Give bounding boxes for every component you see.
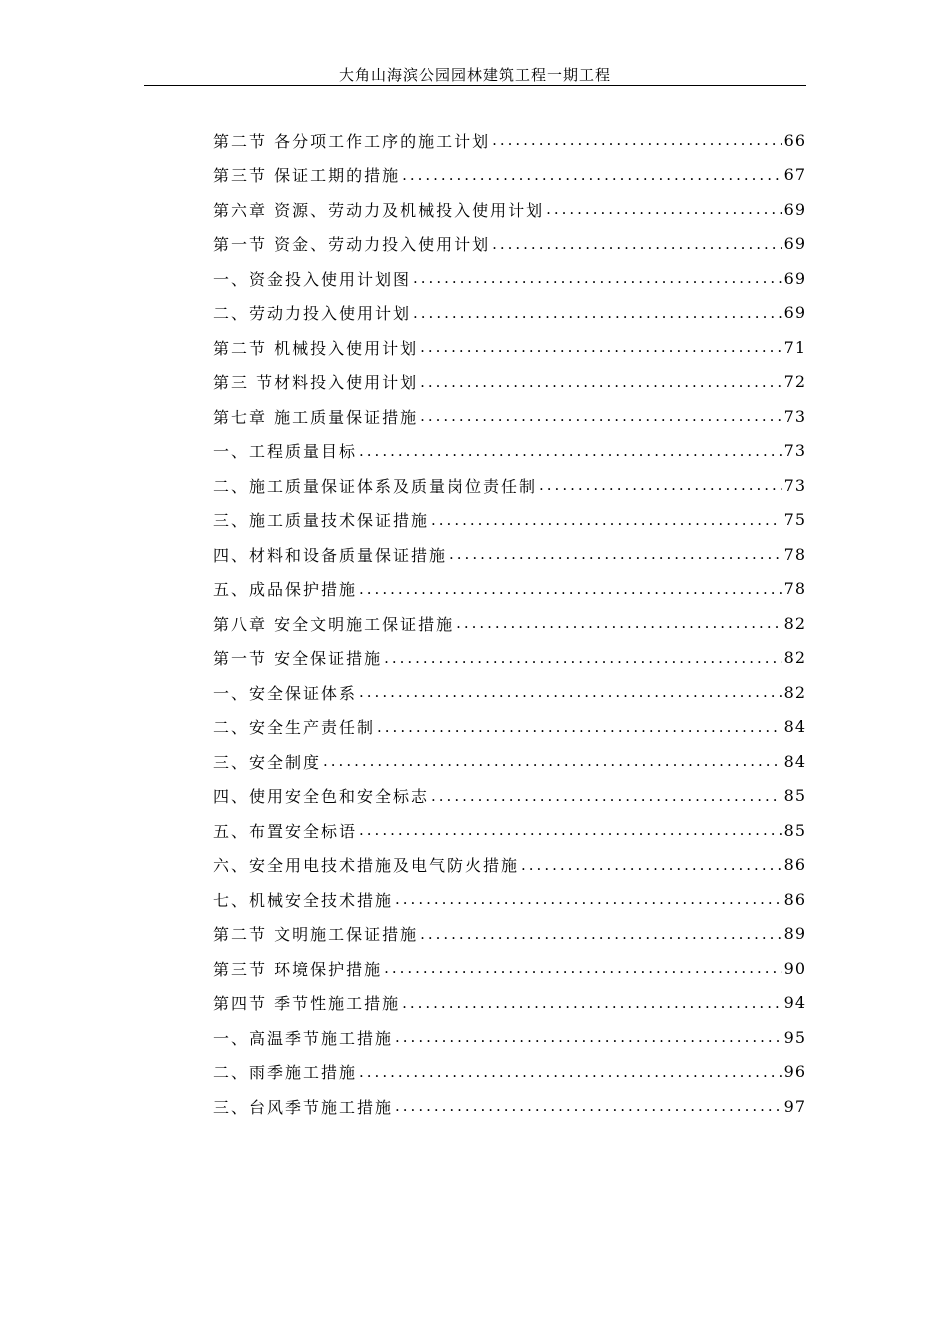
toc-dot-leader	[431, 787, 782, 805]
toc-entry[interactable]	[213, 468, 806, 503]
toc-dot-leader	[323, 752, 782, 770]
toc-entry-page-number: 78	[783, 579, 806, 599]
toc-dot-leader	[402, 994, 782, 1012]
toc-entry[interactable]	[213, 537, 806, 572]
toc-dot-leader	[420, 407, 782, 425]
toc-dot-leader	[359, 442, 782, 460]
toc-entry-page-number: 95	[783, 1027, 806, 1047]
toc-dot-leader	[377, 718, 782, 736]
toc-entry-label: 三、施工质量技术保证措施	[213, 511, 430, 531]
toc-entry[interactable]	[213, 572, 806, 607]
toc-entry-label: 一、工程质量目标	[213, 442, 358, 462]
toc-entry-page-number: 73	[783, 441, 806, 461]
toc-entry-label: 第一节 安全保证措施	[213, 649, 383, 669]
toc-entry[interactable]	[213, 434, 806, 469]
toc-entry-label: 第八章 安全文明施工保证措施	[213, 614, 455, 634]
toc-entry[interactable]	[213, 365, 806, 400]
toc-entry-label: 第七章 施工质量保证措施	[213, 407, 419, 427]
toc-entry-label: 五、布置安全标语	[213, 821, 358, 841]
toc-entry-page-number: 78	[783, 544, 806, 564]
header-divider	[144, 85, 806, 86]
toc-dot-leader	[521, 856, 782, 874]
toc-dot-leader	[395, 1097, 782, 1115]
toc-entry-page-number: 75	[783, 510, 806, 530]
toc-dot-leader	[359, 683, 782, 701]
toc-entry-label: 第三 节材料投入使用计划	[213, 373, 419, 393]
toc-entry-page-number: 96	[783, 1062, 806, 1082]
toc-entry-page-number: 69	[783, 303, 806, 323]
toc-entry-label: 二、施工质量保证体系及质量岗位责任制	[213, 476, 538, 496]
toc-dot-leader	[539, 476, 782, 494]
toc-dot-leader	[359, 821, 782, 839]
toc-entry[interactable]	[213, 123, 806, 158]
toc-dot-leader	[384, 959, 782, 977]
toc-entry-page-number: 82	[783, 613, 806, 633]
toc-entry[interactable]	[213, 813, 806, 848]
toc-entry-page-number: 73	[783, 406, 806, 426]
toc-entry[interactable]	[213, 917, 806, 952]
toc-entry[interactable]	[213, 1055, 806, 1090]
toc-entry-page-number: 82	[783, 648, 806, 668]
toc-entry[interactable]	[213, 227, 806, 262]
toc-dot-leader	[456, 614, 782, 632]
toc-entry[interactable]	[213, 951, 806, 986]
toc-entry[interactable]	[213, 330, 806, 365]
toc-entry-page-number: 86	[783, 855, 806, 875]
toc-dot-leader	[420, 925, 782, 943]
toc-entry-label: 二、安全生产责任制	[213, 718, 376, 738]
toc-entry[interactable]	[213, 1089, 806, 1124]
toc-entry[interactable]	[213, 882, 806, 917]
toc-entry[interactable]	[213, 296, 806, 331]
toc-entry-label: 三、台风季节施工措施	[213, 1097, 394, 1117]
table-of-contents	[213, 123, 806, 1124]
toc-dot-leader	[395, 1028, 782, 1046]
toc-entry-label: 第三节 保证工期的措施	[213, 166, 401, 186]
toc-entry-label: 第三节 环境保护措施	[213, 959, 383, 979]
toc-entry[interactable]	[213, 986, 806, 1021]
toc-entry-label: 五、成品保护措施	[213, 580, 358, 600]
toc-entry-label: 一、资金投入使用计划图	[213, 269, 412, 289]
toc-entry-page-number: 84	[783, 717, 806, 737]
toc-entry-label: 第四节 季节性施工措施	[213, 994, 401, 1014]
toc-entry[interactable]	[213, 606, 806, 641]
toc-entry[interactable]	[213, 641, 806, 676]
toc-dot-leader	[395, 890, 782, 908]
toc-entry-label: 第二节 各分项工作工序的施工计划	[213, 131, 491, 151]
toc-entry-label: 第一节 资金、劳动力投入使用计划	[213, 235, 491, 255]
toc-entry-page-number: 69	[783, 268, 806, 288]
toc-entry[interactable]	[213, 261, 806, 296]
toc-entry-label: 六、安全用电技术措施及电气防火措施	[213, 856, 520, 876]
toc-dot-leader	[420, 373, 782, 391]
toc-entry-page-number: 85	[783, 786, 806, 806]
toc-entry-page-number: 89	[783, 924, 806, 944]
toc-entry-page-number: 97	[783, 1096, 806, 1116]
toc-entry-label: 第二节 文明施工保证措施	[213, 925, 419, 945]
toc-dot-leader	[420, 338, 782, 356]
toc-entry[interactable]	[213, 158, 806, 193]
toc-entry-label: 第二节 机械投入使用计划	[213, 338, 419, 358]
toc-dot-leader	[449, 545, 782, 563]
toc-entry[interactable]	[213, 779, 806, 814]
toc-dot-leader	[492, 131, 782, 149]
toc-entry[interactable]	[213, 192, 806, 227]
toc-entry-label: 一、安全保证体系	[213, 683, 358, 703]
toc-entry-label: 四、材料和设备质量保证措施	[213, 545, 448, 565]
toc-entry-label: 一、高温季节施工措施	[213, 1028, 394, 1048]
toc-dot-leader	[413, 304, 782, 322]
toc-entry-label: 七、机械安全技术措施	[213, 890, 394, 910]
toc-entry-page-number: 71	[783, 337, 806, 357]
toc-entry[interactable]	[213, 1020, 806, 1055]
toc-entry-page-number: 85	[783, 820, 806, 840]
toc-dot-leader	[546, 200, 782, 218]
toc-entry[interactable]	[213, 710, 806, 745]
toc-entry-page-number: 69	[783, 234, 806, 254]
toc-entry-page-number: 86	[783, 889, 806, 909]
toc-entry-label: 三、安全制度	[213, 752, 322, 772]
toc-dot-leader	[359, 1063, 782, 1081]
toc-entry-page-number: 94	[783, 993, 806, 1013]
toc-entry-label: 第六章 资源、劳动力及机械投入使用计划	[213, 200, 545, 220]
toc-entry-page-number: 72	[783, 372, 806, 392]
toc-entry[interactable]	[213, 744, 806, 779]
toc-entry-label: 四、使用安全色和安全标志	[213, 787, 430, 807]
toc-entry[interactable]	[213, 399, 806, 434]
toc-dot-leader	[492, 235, 782, 253]
toc-entry[interactable]	[213, 503, 806, 538]
toc-dot-leader	[384, 649, 782, 667]
toc-entry[interactable]	[213, 675, 806, 710]
page-header-title: 大角山海滨公园园林建筑工程一期工程	[338, 66, 611, 84]
toc-entry-page-number: 67	[783, 165, 806, 185]
toc-entry-label: 二、劳动力投入使用计划	[213, 304, 412, 324]
toc-entry-page-number: 66	[783, 130, 806, 150]
toc-dot-leader	[413, 269, 782, 287]
toc-entry-page-number: 82	[783, 682, 806, 702]
toc-dot-leader	[402, 166, 782, 184]
toc-dot-leader	[431, 511, 782, 529]
toc-entry-page-number: 90	[783, 958, 806, 978]
toc-entry-page-number: 73	[783, 475, 806, 495]
toc-dot-leader	[359, 580, 782, 598]
toc-entry-page-number: 84	[783, 751, 806, 771]
toc-entry[interactable]	[213, 848, 806, 883]
toc-entry-page-number: 69	[783, 199, 806, 219]
toc-entry-label: 二、雨季施工措施	[213, 1063, 358, 1083]
